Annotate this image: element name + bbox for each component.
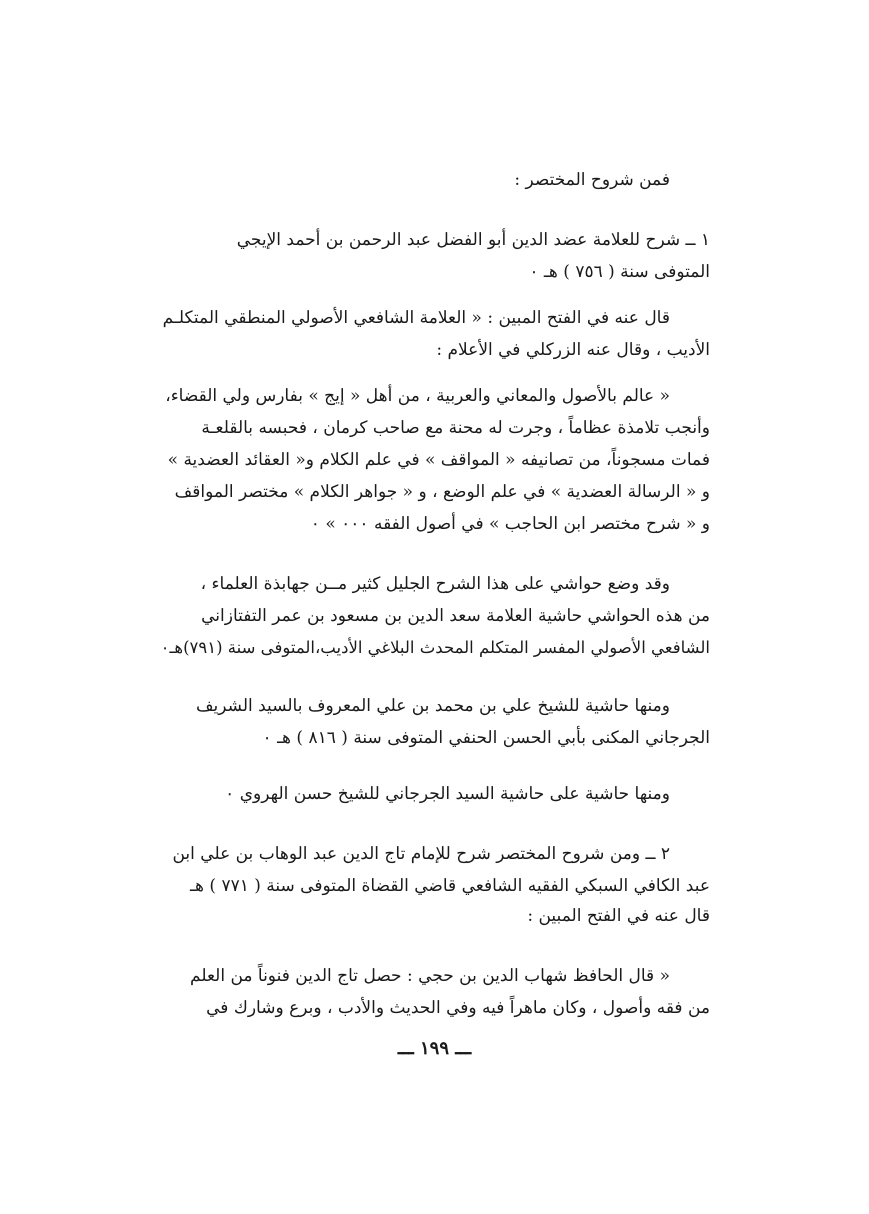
page-number: ـــ ١٩٩ ـــ [397, 1038, 472, 1059]
paragraph-line: الجرجاني المكنى بأبي الحسن الحنفي المتوفى سنة ( ٨١٦ ) هـ ٠ [262, 728, 710, 748]
paragraph-line: قال عنه في الفتح المبين : « العلامة الشافعي الأصولي المنطقي المتكلـم [162, 308, 670, 328]
paragraph-line: « قال الحافظ شهاب الدين بن حجي : حصل تاج الدين فنوناً من العلم [190, 966, 670, 986]
paragraph-line: عبد الكافي السبكي الفقيه الشافعي قاضي القضاة المتوفى سنة ( ٧٧١ ) هـ [190, 876, 710, 896]
paragraph-line: « عالم بالأصول والمعاني والعربية ، من أهل « إيج » بفارس ولي القضاء، [165, 386, 670, 406]
paragraph-line: و « شرح مختصر ابن الحاجب » في أصول الفقه ٠٠٠ » ٠ [310, 514, 710, 534]
paragraph-line: وقد وضع حواشي على هذا الشرح الجليل كثير مــن جهابذة العلماء ، [200, 574, 670, 594]
paragraph-line: الأديب ، وقال عنه الزركلي في الأعلام : [436, 340, 710, 360]
paragraph-line: من فقه وأصول ، وكان ماهراً فيه وفي الحديث والأدب ، وبرع وشارك في [206, 998, 710, 1018]
paragraph-line: ومنها حاشية على حاشية السيد الجرجاني للشيخ حسن الهروي ٠ [225, 784, 670, 804]
paragraph-line: الشافعي الأصولي المفسر المتكلم المحدث البلاغي الأديب،المتوفى سنة (٧٩١)هـ٠ [160, 638, 710, 657]
document-page [150, 160, 710, 1060]
paragraph-line: من هذه الحواشي حاشية العلامة سعد الدين بن مسعود بن عمر التفتازاني [201, 606, 710, 626]
paragraph-line: ٢ ــ ومن شروح المختصر شرح للإمام تاج الدين عبد الوهاب بن علي ابن [172, 844, 670, 864]
paragraph-line: ومنها حاشية للشيخ علي بن محمد بن علي المعروف بالسيد الشريف [195, 696, 670, 716]
paragraph-line: و « الرسالة العضدية » في علم الوضع ، و « جواهر الكلام » مختصر المواقف [174, 482, 710, 502]
paragraph-line: وأنجب تلامذة عظاماً ، وجرت له محنة مع صاحب كرمان ، فحبسه بالقلعـة [201, 418, 710, 438]
section-heading: فمن شروح المختصر : [514, 170, 670, 190]
paragraph-line: قال عنه في الفتح المبين : [527, 906, 710, 926]
paragraph-line: فمات مسجوناً، من تصانيفه « المواقف » في علم الكلام و« العقائد العضدية » [167, 450, 710, 470]
paragraph-line: المتوفى سنة ( ٧٥٦ ) هـ ٠ [529, 262, 710, 282]
paragraph-line: ١ ــ شرح للعلامة عضد الدين أبو الفضل عبد الرحمن بن أحمد الإيجي [236, 230, 710, 250]
